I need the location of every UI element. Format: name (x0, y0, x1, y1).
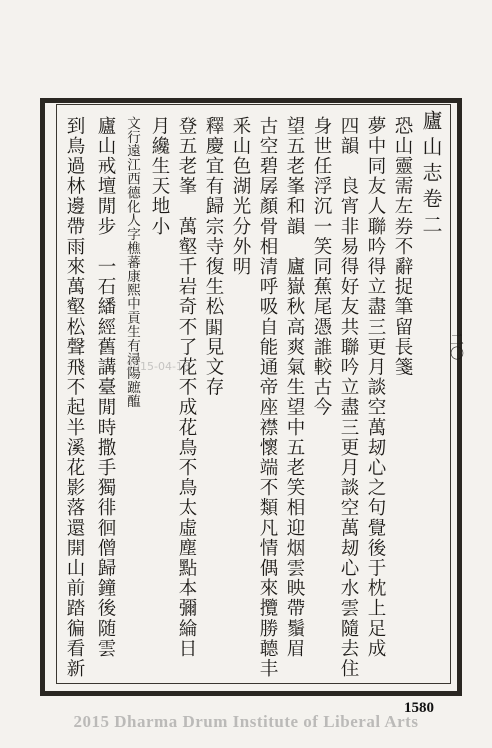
text-column: 登五老峯 萬壑千岩奇不了花不成花鳥不鳥太虛塵點本彌綸日 (176, 116, 197, 659)
text-column: 古空碧孱顏骨相清呼吸自能通帝座襟懷端不類凡情偶來攬勝聼丰 (257, 116, 278, 679)
text-column: 夢中同友人聯吟得立盡三更月談空萬刼心之句覺後于枕上足成 (365, 116, 386, 659)
text-column: 恐山靈需左券不辭捉筆留長箋 (392, 116, 413, 378)
text-column: 望五老峯和韻 廬嶽秋高爽氣生望中五老笑相迎烟雲映帶鬚眉 (284, 116, 305, 659)
text-column: 廬山戒壇閒步 一石繙經舊講臺閒時撒手獨徘徊僧歸鐘後随雲 (95, 116, 116, 659)
text-column: 釋慶宜有歸宗寺復生松𨵗見文存 (203, 116, 224, 398)
book-title: 廬山志 (419, 110, 443, 188)
text-column: 身世任浮沉一笑同蕉尾憑誰較古今 (311, 116, 332, 418)
institution-watermark: 2015 Dharma Drum Institute of Liberal Arts (73, 712, 419, 731)
folio-mark: 二〇 (448, 332, 464, 360)
volume-label: 卷二 (419, 188, 443, 240)
scan-date-stamp: 2015-04-16 (126, 360, 190, 373)
page-number: 1580 (404, 700, 434, 716)
running-header (419, 110, 446, 240)
text-column: 四韻 良宵非易得好友共聯吟立盡三更月談空萬刼心水雲隨去住 (338, 116, 359, 679)
text-column: 文行遠江西德化人字樵蕃康熙中貢生有潯陽蹠醢 (124, 116, 140, 408)
text-column: 釆山色湖光分外明 (230, 116, 251, 277)
text-column: 月纔生天地小 (149, 116, 170, 237)
text-column: 到鳥過林邊帶雨來萬壑松聲飛不起半溪花影落還開山前踏徧看新 (64, 116, 85, 679)
